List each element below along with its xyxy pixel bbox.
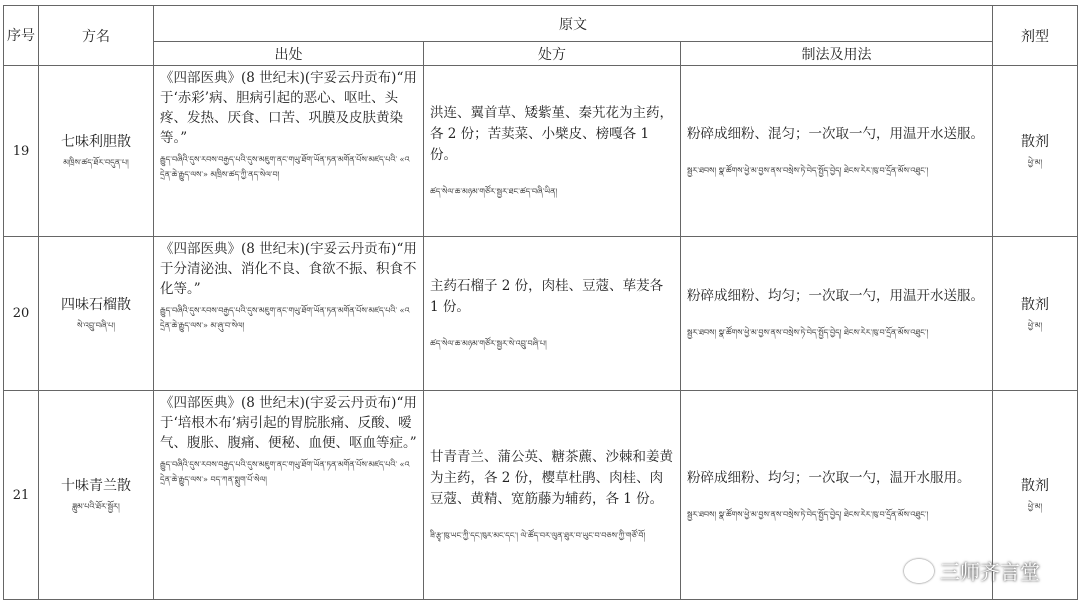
form-zh: 散剂 xyxy=(1021,134,1049,151)
row-prescription xyxy=(424,237,681,391)
form-zh: 散剂 xyxy=(1021,478,1049,495)
form-tib: ཕྱེ་མ། xyxy=(1027,158,1043,168)
name-zh: 四味石榴散 xyxy=(61,296,131,313)
prescription-tib: ཚད་སེལ་ཆ་མཉམ་གཙོར་སྦྱར་སེ་འབྲུ་བཞི་པ། xyxy=(430,338,547,348)
form-tib: ཕྱེ་མ། xyxy=(1027,502,1043,512)
prescription-zh: 主药石榴子 2 份，肉桂、豆蔻、荜茇各 1 份。 xyxy=(430,277,664,315)
method-zh: 粉碎成细粉、混匀；一次取一勺，用温开水送服。 xyxy=(687,125,984,142)
name-tib: ཟླུམ་པའི་ཐོར་སྦྱོར། xyxy=(72,502,120,512)
source-tib: རྒྱུད་བཞིའི་དུས་རབས་བརྒྱད་པའི་དུས་མཇུག་ནང་གཡུ་ཐོག་ཡོན་ཏན་མགོན་པོས་མཛད་པའི་ «འདྲེན་ཆེ་རྒྱུད་ལས་» མཁྲིས་ཚད་ཀྱི་ནད་སེལ་བ། xyxy=(160,155,410,180)
row-seq: 19 xyxy=(4,66,39,237)
row-seq: 20 xyxy=(4,237,39,391)
watermark xyxy=(904,556,1040,585)
row-name xyxy=(39,66,154,237)
prescription-zh: 甘青青兰、蒲公英、糖茶藨、沙棘和姜黄为主药，各 2 份，樱草杜鹃、肉桂、肉豆蔻、黄精、宽筋藤为辅药，各 1 份。 xyxy=(430,448,673,507)
formula-table xyxy=(3,5,1078,600)
method-tib: སྦྱར་ཐབས། སྣ་ཚོགས་ཕྱེ་མ་བྱས་ནས་བསྲེས་ཏེ་བེད་སྤྱོད་བྱེད། ཐེངས་རེར་ཁུ་བ་དྲོན་མོས་འཐུང་། xyxy=(687,509,929,519)
source-tib: རྒྱུད་བཞིའི་དུས་རབས་བརྒྱད་པའི་དུས་མཇུག་ནང་གཡུ་ཐོག་ཡོན་ཏན་མགོན་པོས་མཛད་པའི་ «འདྲེན་ཆེ་རྒྱུད་ལས་» མ་ཞུ་བ་སེལ། xyxy=(160,306,410,331)
header-seq: 序号 xyxy=(4,6,39,66)
source-zh: 《四部医典》(8 世纪末)(宇妥云丹贡布)“用于分清泌浊、消化不良、食欲不振、积食不化等。” xyxy=(160,241,417,297)
table-row xyxy=(4,66,1078,237)
form-zh: 散剂 xyxy=(1021,296,1049,313)
table-row xyxy=(4,237,1078,391)
method-zh: 粉碎成细粉、均匀；一次取一勺，温开水服用。 xyxy=(687,469,971,486)
header-source: 出处 xyxy=(154,42,424,66)
source-tib: རྒྱུད་བཞིའི་དུས་རབས་བརྒྱད་པའི་དུས་མཇུག་ནང་གཡུ་ཐོག་ཡོན་ཏན་མགོན་པོས་མཛད་པའི་ «འདྲེན་ཆེ་རྒྱུད་ལས་» བད་ཀན་སྨུག་པོ་སེལ། xyxy=(160,460,410,485)
row-name xyxy=(39,391,154,600)
source-zh: 《四部医典》(8 世纪末)(宇妥云丹贡布)“用于‘赤彩’病、胆病引起的恶心、呕吐、头疼、发热、厌食、口苦、巩膜及皮肤黄染等。” xyxy=(160,70,417,146)
header-name: 方名 xyxy=(39,6,154,66)
method-tib: སྦྱར་ཐབས། སྣ་ཚོགས་ཕྱེ་མ་བྱས་ནས་བསྲེས་ཏེ་བེད་སྤྱོད་བྱེད། ཐེངས་རེར་ཁུ་བ་དྲོན་མོས་འཐུང་། xyxy=(687,328,929,338)
method-zh: 粉碎成细粉、均匀；一次取一勺，用温开水送服。 xyxy=(687,288,984,305)
row-form xyxy=(993,66,1078,237)
header-original: 原文 xyxy=(154,6,993,42)
header-prescription: 处方 xyxy=(424,42,681,66)
name-zh: 十味青兰散 xyxy=(61,478,131,495)
name-tib: སེ་འབྲུ་བཞི་པ། xyxy=(77,320,115,330)
row-prescription xyxy=(424,66,681,237)
name-tib: མཁྲིས་ཚད་ཐོར་བདུན་པ། xyxy=(63,158,129,168)
name-zh: 七味利胆散 xyxy=(61,134,131,151)
wechat-icon xyxy=(904,559,934,583)
header-form: 剂型 xyxy=(993,6,1078,66)
row-prescription xyxy=(424,391,681,600)
form-tib: ཕྱེ་མ། xyxy=(1027,320,1043,330)
row-form xyxy=(993,237,1078,391)
row-name xyxy=(39,237,154,391)
watermark-text: 三师齐言堂 xyxy=(940,560,1040,584)
row-source xyxy=(154,237,424,391)
method-tib: སྦྱར་ཐབས། སྣ་ཚོགས་ཕྱེ་མ་བྱས་ནས་བསྲེས་ཏེ་བེད་སྤྱོད་བྱེད། ཐེངས་རེར་ཁུ་བ་དྲོན་མོས་འཐུང་། xyxy=(687,165,929,175)
row-method xyxy=(681,66,993,237)
row-method xyxy=(681,237,993,391)
prescription-tib: ཟི་རྩྭ་ཁུ་ཡང་ཀྱི་དང་ཁུར་མང་དང་། ལེ་ཚོད་བར་ལུན་ཐུར་བ་ཡུང་བ་བཅས་ཀྱི་གཙོ་བོ། xyxy=(430,530,646,540)
source-zh: 《四部医典》(8 世纪末)(宇妥云丹贡布)“用于‘培根木布’病引起的胃脘胀痛、反酸、嗳气、腹胀、腹痛、便秘、血便、呕血等症。” xyxy=(160,395,417,451)
prescription-tib: ཚད་སེལ་ཆ་མཉམ་གཙོར་སྦྱར་ཐང་ཚད་བཞི་ཡིན། xyxy=(430,186,558,196)
header-method: 制法及用法 xyxy=(681,42,993,66)
row-seq: 21 xyxy=(4,391,39,600)
row-source xyxy=(154,66,424,237)
prescription-zh: 洪连、翼首草、矮紫堇、秦艽花为主药，各 2 份；苦荬菜、小檗皮、榜嘎各 1 份。 xyxy=(430,104,673,163)
row-source xyxy=(154,391,424,600)
